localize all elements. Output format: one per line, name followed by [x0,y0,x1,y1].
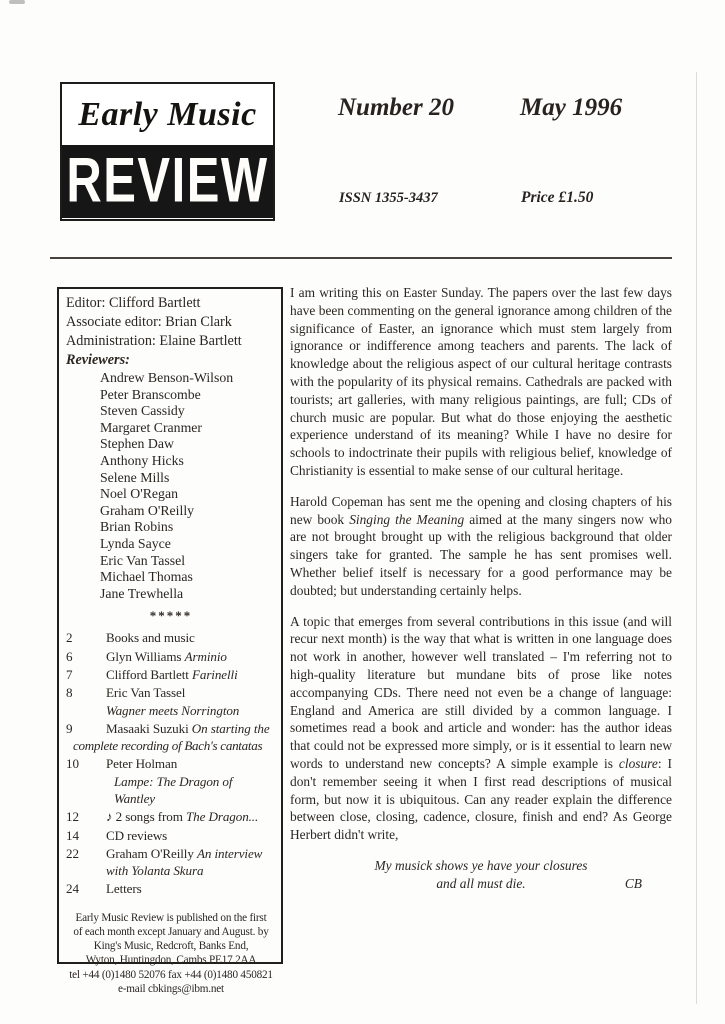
editorial-paragraph [290,284,672,480]
toc-title [84,629,276,646]
toc-title [84,666,276,683]
price-label: Price £1.50 [521,189,594,206]
toc-title-italic: An interview [196,845,263,861]
toc-title-text: Eric Van Tassel [106,685,186,701]
scan-edge-line-artifact [696,72,697,1004]
toc-page-number: 9 [66,720,73,736]
imprint-block [66,911,276,996]
term-italic: closure [618,755,658,771]
editorial-column [290,284,672,893]
toc-entry [66,808,276,825]
toc-title [84,827,276,844]
toc-entry [66,666,276,683]
imprint-line: of each month except January and August. by [73,925,269,938]
toc-title-text: CD reviews [106,827,168,843]
toc-entry [66,648,276,665]
quote-line: My musick shows ye have your closures [374,857,588,873]
reviewer-name: Graham O'Reilly [100,502,195,518]
toc-entry [66,720,276,737]
toc-title [84,720,276,737]
toc-entry [66,827,276,844]
reviewer-name: Jane Trewhella [100,585,184,601]
toc-entry [66,880,276,897]
toc-title [84,684,276,701]
imprint-line: King's Music, Redcroft, Banks End, [93,940,249,953]
toc-page-number: 12 [66,809,79,825]
toc-entry [66,755,276,772]
paragraph-text: aimed at the many singers now who are not brought brought up with the religious background that older singers take for granted. The sample he has sent promises well. Whether belief itself is necessary for a good performance may be doubted; but understanding certainly helps. [290,511,673,598]
toc-entry [66,629,276,646]
toc-entry-subtitle: complete recording of Bach's cantatas [73,738,263,754]
toc-page-number: 7 [66,666,73,682]
reviewer-name: Steven Cassidy [100,403,185,419]
quote-line: and all must die. [436,875,526,891]
toc-page-number: 10 [66,756,79,772]
toc-title-text: Letters [106,881,142,897]
toc-page-number: 22 [66,845,79,861]
sidebar-infobox [57,287,283,995]
toc-page-number: 24 [66,881,79,897]
imprint-line: Early Music Review is published on the first [75,911,267,924]
logo-review-bar [62,145,273,218]
administration-line: Administration: Elaine Bartlett [66,333,242,349]
reviewer-name: Stephen Daw [100,436,174,452]
toc-title-text: Books and music [106,630,195,646]
toc-title-italic: Farinelli [191,666,238,682]
logo-title-early-music: Early Music [78,95,257,133]
staff-block [66,294,276,370]
toc-entry [66,845,276,862]
issue-date: May 1996 [520,94,623,121]
horizontal-divider [50,257,672,259]
issue-number: Number 20 [338,94,454,121]
magazine-logo [60,82,275,221]
toc-title-text: Peter Holman [106,756,178,772]
book-title-italic: Singing the Meaning [349,511,465,527]
imprint-line: Wyton, Huntingdon, Cambs PE17 2AA [85,954,257,967]
reviewers-list [100,370,276,602]
editor-signature: CB [624,875,642,891]
associate-editor-line: Associate editor: Brian Clark [66,314,232,330]
toc-title-text: ♪ 2 songs from [106,809,186,825]
reviewer-name: Eric Van Tassel [100,552,186,568]
editorial-paragraph [290,493,672,600]
scan-smudge-artifact [9,0,25,4]
toc-entry-subtitle: Lampe: The Dragon of Wantley [114,773,233,806]
reviewers-label: Reviewers: [66,352,130,368]
toc-title [84,755,276,772]
toc-title-text: Clifford Bartlett [106,666,192,682]
toc-title [84,648,276,665]
toc-title-text: Masaaki Suzuki [106,720,192,736]
toc-title [84,808,276,825]
reviewer-name: Noel O'Regan [100,486,178,502]
toc-title-text: Graham O'Reilly [106,845,197,861]
editorial-paragraph [290,613,672,844]
toc-page-number: 14 [66,827,79,843]
reviewer-name: Peter Branscombe [100,386,201,402]
imprint-line: e-mail cbkings@ibm.net [118,982,224,995]
paragraph-text: : I don't remember seeing it when I first read descriptions of musical form, but now it is ubiquitous. Can any reader explain the difference between close, closing, cadence, closure, finish and end? As George Herbert didn't write, [290,755,672,843]
toc-page-number: 6 [66,648,73,664]
table-of-contents [66,629,276,897]
closing-quote [290,857,672,893]
reviewer-name: Andrew Benson-Wilson [100,370,234,385]
toc-title-italic: On starting the [191,720,270,736]
reviewer-name: Michael Thomas [100,569,193,585]
paragraph-text: Harold Copeman has sent me the opening and closing chapters of his new book [290,493,672,527]
toc-title [84,845,276,862]
toc-title-italic: Arminio [184,648,227,664]
stars-separator: ***** [149,608,193,624]
toc-page-number: 8 [66,685,73,701]
toc-entry-subtitle: with Yolanta Skura [106,863,204,879]
paragraph-text: I am writing this on Easter Sunday. The papers over the last few days have been commenting on the general ignorance among children of the significance of Easter, an ignorance which must stem largely from ignorance or indifference among teachers and parents. The lack of knowledge about the religious aspect of our cultural heritage contrasts with the popularity of its physical remains. Cathedrals are packed with tourists; art galleries, with many religious paintings, are full; CDs of church music are popular. But what do those enjoying the aesthetic experience understand of its meaning? While I have no desire for schools to indoctrinate their pupils with religious belief, knowledge of Christianity is essential to make sense of our cultural heritage. [290,285,672,478]
toc-page-number: 2 [66,630,73,646]
toc-entry-subtitle: Wagner meets Norrington [106,702,240,718]
imprint-line: tel +44 (0)1480 52076 fax +44 (0)1480 450821 [69,968,273,981]
logo-review-text: REVIEW [66,146,269,216]
toc-title-italic: The Dragon... [185,809,259,825]
editor-line: Editor: Clifford Bartlett [66,295,201,311]
reviewer-name: Anthony Hicks [100,452,184,468]
reviewer-name: Brian Robins [100,519,174,535]
toc-entry [66,684,276,701]
reviewer-name: Selene Mills [100,469,170,485]
toc-title-text: Glyn Williams [106,648,185,664]
reviewer-name: Lynda Sayce [100,535,171,551]
issn-number: ISSN 1355-3437 [339,190,438,206]
reviewer-name: Margaret Cranmer [100,419,203,435]
toc-title [84,880,276,897]
paragraph-text: A topic that emerges from several contributions in this issue (and will recur next month) is the way that what is written in one language does not work in another, however well translated – I'm referring not to high-quality literature but mundane bits of prose like notes accompanying CDs. There need not even be a change of language: England and America are still divided by a common language. I sometimes read a book and article and wonder: has the author ideas that could not be expressed more simply, or is it essential to learn new words to understand new concepts? A simple example is [290,613,672,771]
